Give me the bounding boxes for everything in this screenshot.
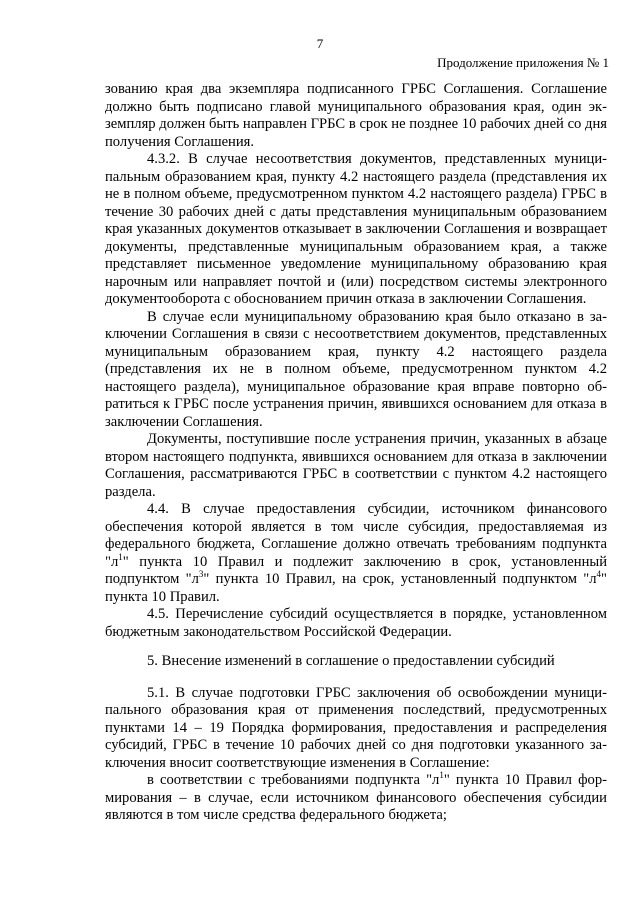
paragraph-continuation: зованию края два экземпляра подписанного ГРБС Соглашения. Соглашение должно быть подписано главой муниципального образования края, один экземпляр должен быть направлен ГРБС в срок не позднее 10 рабочих дней со дня получения Соглашения. (105, 81, 607, 150)
paragraph-refusal-case: В случае если муниципальному образованию края было отказано в заключении Соглашения в связи с несоответствием документов, представленных муниципальным образованием края, пункту 4.2 настоящего раздела (представления их не в полном объеме, предусмотренном пунктом 4.2 настоящего раздела), муниципальное образование края вправе повторно обратиться к ГРБС после устранения причин, явившихся основанием для отказа в заключении Соглашения. (105, 308, 607, 430)
text-segment: 4.4. В случае предоставления субсидии, источником финансового обеспечения которой является в том числе субсидия, предоставляемая из федерального бюджета, Соглашение должно отвечать требованиям подпункта "л (105, 501, 607, 570)
page-number: 7 (316, 36, 324, 51)
paragraph-4-5: 4.5. Перечисление субсидий осуществляется в порядке, установленном бюджетным законодательством Российской Федерации. (105, 606, 607, 640)
document-body (105, 81, 607, 825)
text-segment: " пункта 10 Правил, на срок, установленный подпунктом "л (203, 571, 597, 587)
paragraph-4-4 (105, 501, 607, 606)
superscript: 1 (118, 551, 123, 562)
appendix-label: Продолжение приложения № 1 (437, 55, 609, 70)
text-segment: в соответствии с требованиями подпункта "л (147, 772, 440, 788)
text-segment: " пункта 10 Правил. (105, 571, 607, 605)
superscript: 3 (198, 569, 204, 580)
paragraph-documents-review: Документы, поступившие после устранения причин, указанных в абзаце втором настоящего подпункта, явившихся основанием для отказа в заключении Соглашения, рассматриваются ГРБС в соответствии с пунктом 4.2 настоящего раздела. (105, 431, 607, 500)
text-segment: " пункта 10 Правил формирования – в случае, если источником финансового обеспечения субсидии являются в том числе средства федерального бюджета; (105, 772, 608, 823)
text-segment: " пункта 10 Правил и подлежит заключению в срок, установленный подпунктом "л (105, 553, 607, 587)
paragraph-5-1: 5.1. В случае подготовки ГРБС заключения об освобождении муниципального образования края от применения последствий, предусмотренных пунктами 14 – 19 Порядка формирования, предоставления и распределения субсидий, ГРБС в течение 10 рабочих дней со дня подготовки указанного заключения вносит соответствующие изменения в Соглашение: (105, 684, 607, 771)
section-heading: 5. Внесение изменений в соглашение о предоставлении субсидий (147, 653, 555, 669)
superscript: 4 (596, 569, 602, 580)
paragraph-requirements (105, 772, 607, 825)
paragraph-4-3-2: 4.3.2. В случае несоответствия документов, представленных муниципальным образованием края, пункту 4.2 настоящего раздела (представления их не в полном объеме, предусмотренном пунктом 4.2 настоящего раздела) ГРБС в течение 30 рабочих дней с даты представления муниципальным образованием края указанных документов отказывает в заключении Соглашения и возвращает документы, представленные муниципальным образованием края, а также представляет письменное уведомление муниципальному образованию края нарочным или направляет почтой и (или) посредством системы электронного документооборота с обоснованием причин отказа в заключении Соглашения. (105, 151, 607, 307)
superscript: 1 (439, 770, 444, 781)
